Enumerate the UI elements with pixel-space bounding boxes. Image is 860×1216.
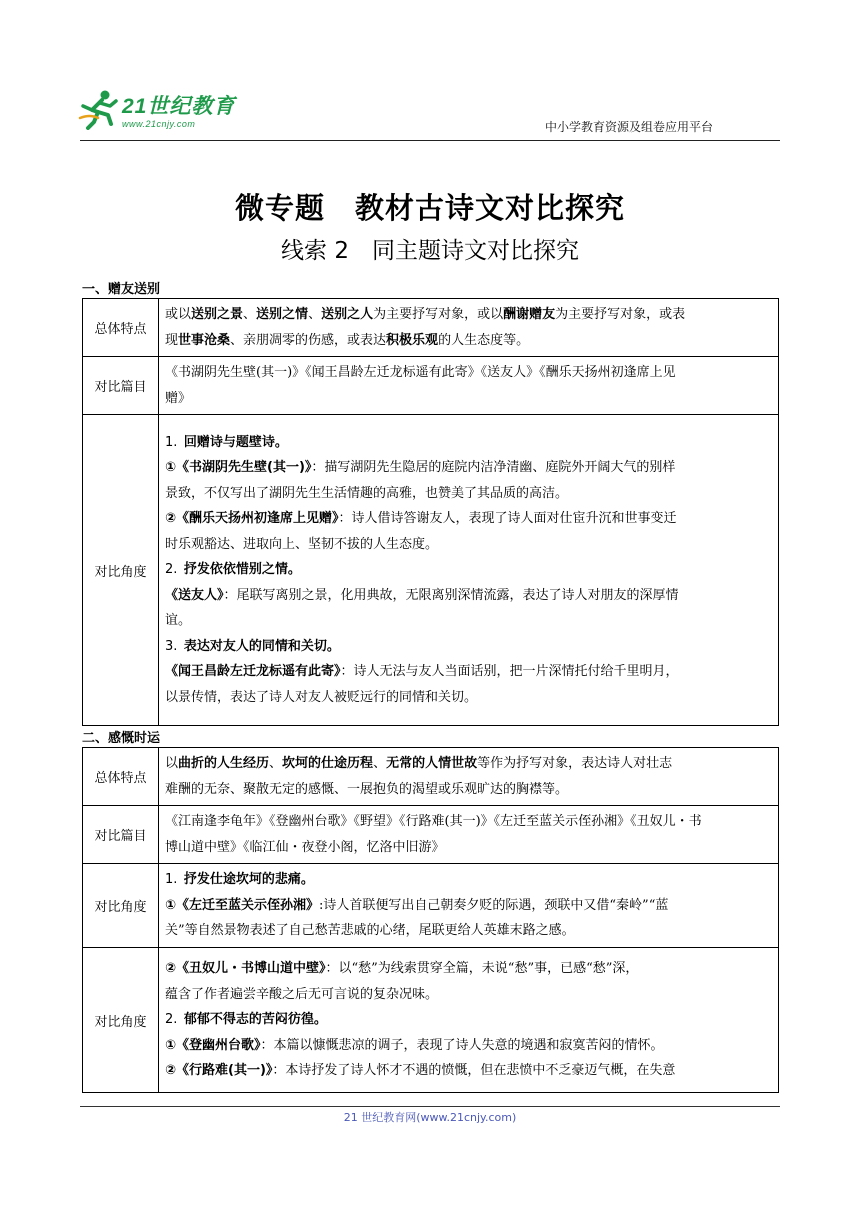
text-segment: 现 [165, 332, 179, 348]
cell-line: 《江南逢李龟年》《登幽州台歌》《野望》《行路难(其一)》《左迁至蓝关示侄孙湘》《丑奴儿・书 [165, 814, 702, 829]
text-segment: 为主要抒写对象，或以 [373, 307, 504, 322]
logo-name: 21世纪教育 [122, 95, 236, 118]
text-segment: 1. [165, 434, 184, 450]
row-label: 对比篇目 [83, 806, 159, 864]
table-row [83, 415, 779, 726]
text-segment: 、 [243, 307, 257, 322]
logo-url: www.21cnjy.com [122, 119, 196, 129]
text-segment: ①《登幽州台歌》 [165, 1037, 261, 1053]
text-segment: ：诗人无法与友人当面话别，把一片深情托付给千里明月， [340, 664, 679, 680]
row-content [159, 299, 779, 357]
text-segment: 为主要抒写对象，或表 [555, 307, 686, 322]
table-row [83, 806, 779, 864]
row-content [159, 357, 779, 415]
text-segment: 、亲朋凋零的伤感，或表达 [230, 332, 387, 348]
running-figure-icon [78, 88, 120, 130]
cell-line: 时乐观豁达、进取向上、坚韧不拔的人生态度。 [165, 536, 439, 552]
table-row [83, 357, 779, 415]
row-content [159, 415, 779, 726]
footer-link[interactable]: 21 世纪教育网(www.21cnjy.com) [343, 1111, 517, 1124]
cell-line [165, 430, 772, 456]
text-segment: ①《左迁至蓝关示侄孙湘》 [165, 897, 320, 913]
footer-divider [80, 1106, 780, 1107]
cell-line: 以景传情，表达了诗人对友人被贬远行的同情和关切。 [165, 689, 478, 705]
text-segment: 送别之人 [321, 307, 374, 322]
table-row [83, 948, 779, 1093]
cell-line [165, 1058, 772, 1084]
text-segment: 坎坷的仕途历程 [282, 756, 374, 771]
row-label: 总体特点 [83, 748, 159, 806]
page-subtitle: 线索 2 同主题诗文对比探究 [281, 238, 579, 264]
text-segment: 表达对友人的同情和关切。 [183, 638, 340, 654]
row-content [159, 864, 779, 948]
cell-line [165, 956, 772, 982]
cell-line [165, 583, 772, 609]
text-segment: ：本诗抒发了诗人怀才不遇的愤慨，但在悲愤中不乏豪迈气概，在失意 [272, 1063, 676, 1079]
text-segment: 等作为抒写对象，表达诗人对壮志 [477, 756, 673, 771]
section-heading: 一、赠友送别 [82, 282, 161, 297]
cell-line: 博山道中壁》《临江仙・夜登小阁，忆洛中旧游》 [165, 839, 445, 855]
cell-line [165, 751, 772, 777]
cell-line: 关”等自然景物表述了自己愁苦悲戚的心绪，尾联更给人英雄末路之感。 [165, 923, 575, 939]
text-segment: ：以“愁”为线索贯穿全篇，未说“愁”事，已感“愁”深， [325, 961, 639, 977]
text-segment: 1. [165, 872, 184, 888]
text-segment: 抒发仕途坎坷的悲痛。 [183, 872, 314, 888]
text-segment: ：本篇以慷慨悲凉的调子，表现了诗人失意的境遇和寂寞苦闷的情怀。 [260, 1037, 664, 1053]
text-segment: 、 [373, 756, 387, 771]
text-segment: ：诗人借诗答谢友人，表现了诗人面对仕宦升沉和世事变迁 [338, 511, 677, 527]
cell-line [165, 867, 772, 893]
cell-line: 赠》 [165, 390, 192, 406]
cell-line: 景致，不仅写出了湖阴先生生活情趣的高雅，也赞美了其品质的高洁。 [165, 485, 569, 501]
text-segment: 的人生态度等。 [438, 332, 530, 348]
text-segment: ②《行路难(其一)》 [165, 1063, 273, 1079]
text-segment: ：描写湖阴先生隐居的庭院内洁净清幽、庭院外开阔大气的别样 [311, 460, 676, 476]
cell-line [165, 893, 772, 919]
row-label: 对比角度 [83, 415, 159, 726]
row-label: 总体特点 [83, 299, 159, 357]
cell-line: 难酬的无奈、聚散无定的感慨、一展抱负的渴望或乐观旷达的胸襟等。 [165, 781, 569, 797]
cell-line: 谊。 [165, 613, 192, 629]
cell-line [165, 455, 772, 481]
cell-line [165, 634, 772, 660]
text-segment: 郁郁不得志的苦闷彷徨。 [183, 1012, 327, 1028]
cell-line [165, 1007, 772, 1033]
text-segment: ：尾联写离别之景，化用典故，无限离别深情流露，表达了诗人对朋友的深厚情 [223, 587, 679, 603]
cell-line: 《书湖阴先生壁(其一)》《闻王昌龄左迁龙标遥有此寄》《送友人》《酬乐天扬州初逢席上见 [165, 365, 676, 380]
row-label: 对比篇目 [83, 357, 159, 415]
text-segment: 、 [308, 307, 322, 322]
text-segment: 送别之情 [256, 307, 309, 322]
text-segment: 无常的人情世故 [386, 756, 478, 771]
cell-line [165, 328, 772, 354]
text-segment: 或以 [165, 307, 192, 322]
text-segment: 曲折的人生经历 [178, 756, 270, 771]
text-segment: 积极乐观 [386, 332, 439, 348]
table-row [83, 864, 779, 948]
text-segment: 送别之景 [191, 307, 244, 322]
site-logo[interactable] [78, 86, 238, 136]
platform-tagline: 中小学教育资源及组卷应用平台 [545, 120, 714, 134]
text-segment: 抒发依依惜别之情。 [183, 562, 301, 578]
text-segment: 、 [269, 756, 283, 771]
cell-line [165, 557, 772, 583]
text-segment: ②《酬乐天扬州初逢席上见赠》 [165, 511, 339, 527]
text-segment: 3. [165, 638, 184, 654]
section-heading: 二、感慨时运 [82, 731, 161, 746]
text-segment: 以 [165, 756, 179, 771]
text-segment: 2. [165, 562, 184, 578]
text-segment: 《闻王昌龄左迁龙标遥有此寄》 [165, 664, 341, 680]
cell-line [165, 659, 772, 685]
text-segment: 世事沧桑 [178, 332, 231, 348]
row-label: 对比角度 [83, 864, 159, 948]
text-segment: 《送友人》 [165, 587, 224, 603]
page-title: 微专题 教材古诗文对比探究 [234, 191, 625, 225]
text-segment: 2. [165, 1012, 184, 1028]
row-content [159, 748, 779, 806]
cell-line [165, 302, 772, 328]
table-row [83, 299, 779, 357]
text-segment: 回赠诗与题壁诗。 [183, 434, 288, 450]
text-segment: ①《书湖阴先生壁(其一)》 [165, 460, 312, 476]
table-row [83, 748, 779, 806]
cell-line [165, 1033, 772, 1059]
comparison-table-2 [82, 747, 779, 1093]
row-content [159, 806, 779, 864]
cell-line [165, 506, 772, 532]
row-content [159, 948, 779, 1093]
header-divider [80, 140, 780, 141]
text-segment: :诗人首联便写出自己朝奏夕贬的际遇，颈联中又借“秦岭”“蓝 [319, 897, 669, 913]
text-segment: ②《丑奴儿・书博山道中壁》 [165, 961, 326, 977]
cell-line: 蕴含了作者遍尝辛酸之后无可言说的复杂况味。 [165, 986, 439, 1002]
row-label: 对比角度 [83, 948, 159, 1093]
comparison-table-1 [82, 298, 779, 726]
text-segment: 酬谢赠友 [503, 307, 556, 322]
